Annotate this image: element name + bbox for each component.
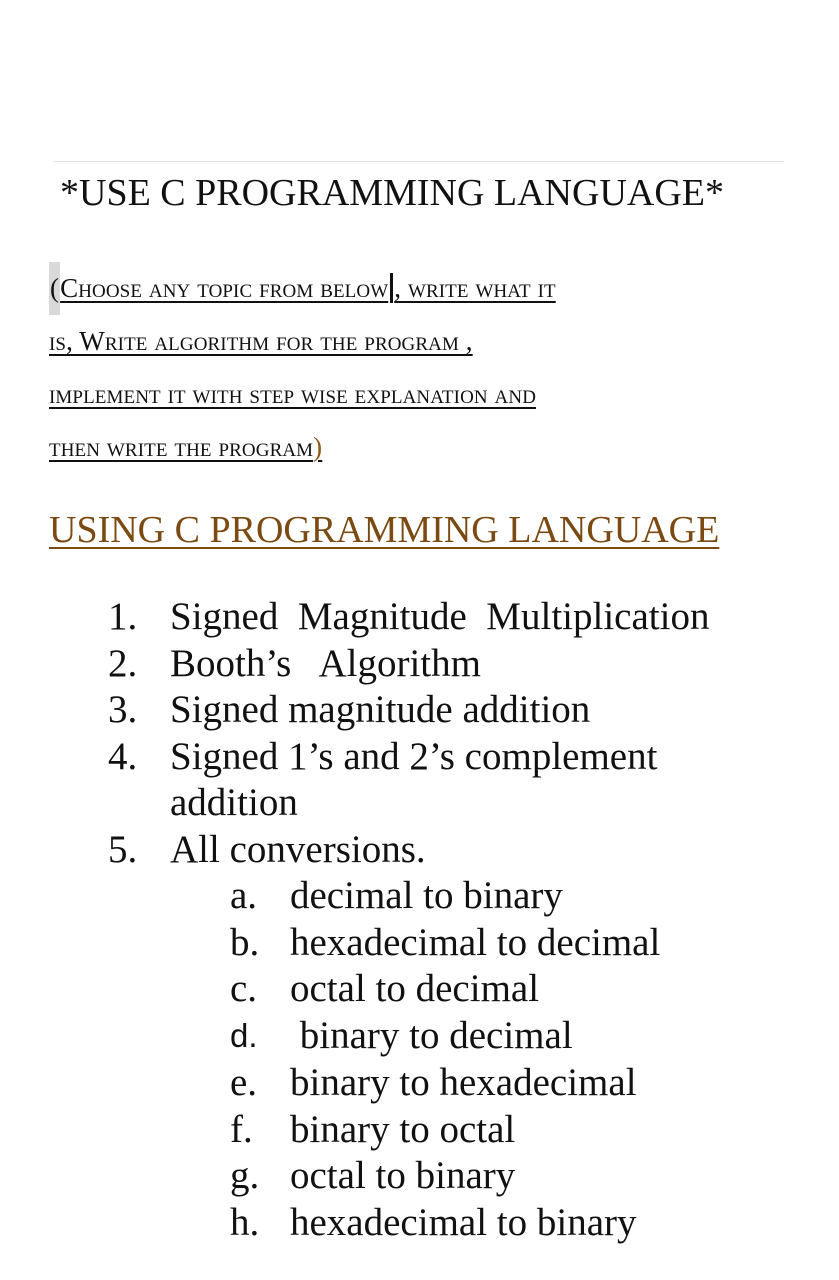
conversion-letter: f. — [230, 1107, 253, 1151]
conversion-letter: e. — [230, 1060, 258, 1104]
conversion-letter: d. — [230, 1017, 258, 1055]
instruction-line-2: is, Write algorithm for the program , — [49, 326, 473, 356]
conversion-letter: h. — [230, 1200, 260, 1244]
topic-text: Signed 1’s and 2’s complement addition — [170, 734, 658, 824]
conversion-item — [230, 1200, 808, 1247]
conversion-list — [230, 873, 808, 1247]
topic-list — [108, 594, 808, 1247]
conversion-letter: c. — [230, 967, 258, 1011]
conversion-item — [230, 1153, 808, 1200]
paren-close: ) — [313, 432, 323, 462]
topic-text: Booth’s Algorithm — [170, 641, 481, 685]
topic-item — [108, 827, 808, 1247]
conversion-item — [230, 873, 808, 920]
instruction-line-3: implement it with step wise explanation and — [49, 379, 537, 409]
conversion-item — [230, 966, 808, 1013]
text-cursor — [390, 273, 393, 303]
topic-number: 1. — [108, 595, 138, 638]
instruction-text-1b: , write what it — [394, 273, 556, 303]
conversion-item — [230, 1107, 808, 1154]
conversion-text: binary to hexadecimal — [290, 1060, 637, 1104]
conversion-text: binary to octal — [290, 1107, 516, 1151]
conversion-letter: a. — [230, 874, 258, 917]
topic-item — [108, 641, 808, 688]
page-title: *USE C PROGRAMMING LANGUAGE* — [60, 172, 724, 214]
topic-text: Signed Magnitude Multiplication — [170, 595, 710, 638]
conversion-letter: g. — [230, 1154, 260, 1198]
section-heading: USING C PROGRAMMING LANGUAGE — [49, 509, 720, 551]
conversion-text: octal to decimal — [290, 967, 540, 1011]
conversion-text: hexadecimal to decimal — [290, 920, 661, 964]
conversion-letter: b. — [230, 920, 260, 964]
conversion-item — [230, 1013, 808, 1060]
paren-open: ( — [49, 262, 60, 315]
topic-text: All conversions. — [170, 827, 426, 871]
instruction-text-4: then write the program — [49, 432, 314, 462]
conversion-text: hexadecimal to binary — [290, 1200, 637, 1244]
topic-number: 3. — [108, 688, 138, 731]
topic-item — [108, 594, 808, 641]
instruction-text-1a: Choose any topic from below — [60, 273, 389, 303]
conversion-item — [230, 920, 808, 967]
page-divider — [54, 161, 784, 162]
conversion-text: decimal to binary — [290, 874, 563, 917]
topic-number: 2. — [108, 641, 138, 685]
topic-number: 5. — [108, 827, 138, 871]
conversion-text: binary to decimal — [290, 1014, 573, 1058]
conversion-item — [230, 1060, 808, 1107]
conversion-text: octal to binary — [290, 1154, 516, 1198]
instruction-line-1 — [49, 262, 809, 315]
topic-number: 4. — [108, 734, 138, 778]
topic-text: Signed magnitude addition — [170, 688, 591, 731]
instruction-line-4 — [49, 421, 809, 474]
instructions-block — [49, 262, 809, 474]
topic-item — [108, 734, 690, 827]
topic-item — [108, 687, 808, 734]
